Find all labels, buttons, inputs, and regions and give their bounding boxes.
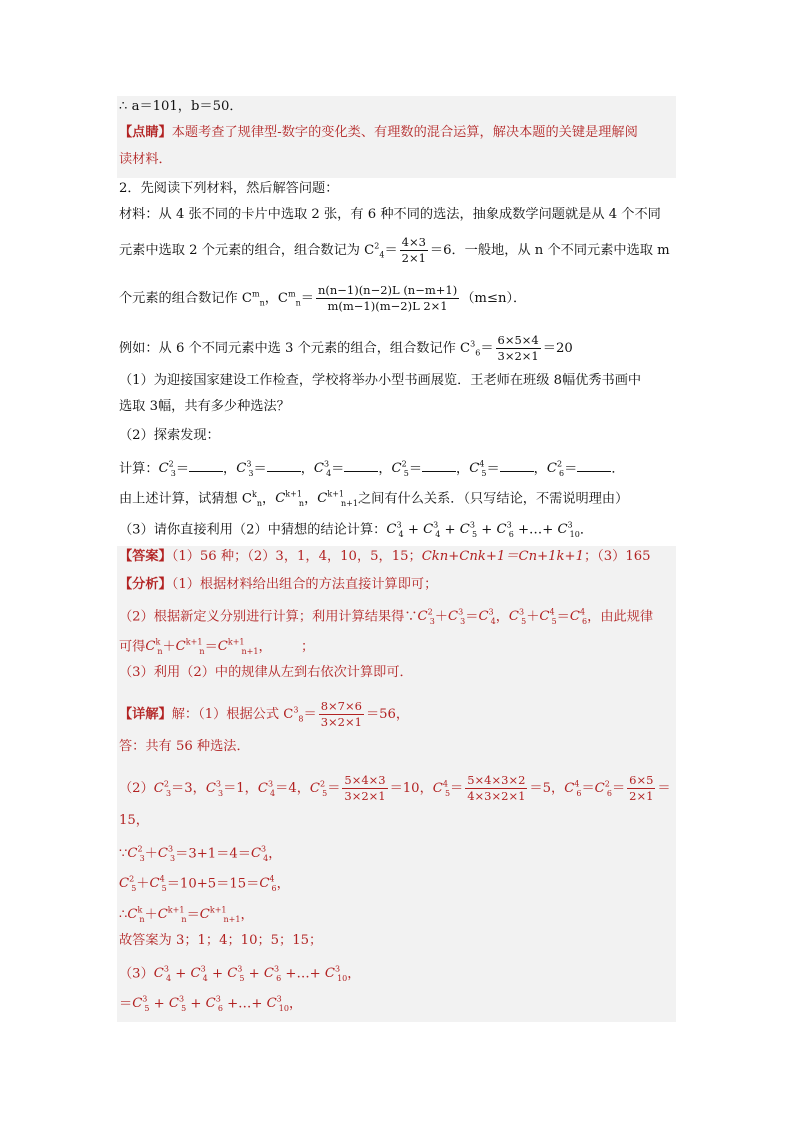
answer-blank <box>577 461 611 472</box>
text-line: 15， <box>119 813 149 828</box>
text-span: 之间有什么关系．（只写结论，不需说明理由） <box>357 491 629 507</box>
text-span: ； <box>300 639 315 655</box>
label-detail: 【详解】 <box>119 707 172 722</box>
detail-line: 【详解】解：（1）根据公式 $C^3_8=$ $\frac{8\times 7\times 6}{3\times 2\times 1}$ ＝56， <box>119 699 410 729</box>
text-span: ，由此规律 <box>587 609 654 625</box>
formula-line: 例如：从 6 个不同元素中选 3 个元素的组合，组合数记作 $C^3_6=$ $\frac{6\times 5\times 4}{3\times 2\times 1}$ ＝20 <box>119 333 573 363</box>
fraction: $\frac{8\times 7\times 6}{3\times 2\times 1}$ <box>320 699 362 729</box>
fraction: $\frac{5\times 4\times 3\times 2}{4\times 3\times 2\times 1}$ <box>467 773 526 803</box>
question-title: 2．先阅读下列材料，然后解答问题： <box>119 181 339 196</box>
text-span: 本题考查了规律型-数字的变化类、有理数的混合运算，解决本题的关键是理解阅 <box>171 125 638 140</box>
text-line: 由上述计算，试猜想 $C^k_n$，$C^{k+1}_n$，$C^{k+1}_{n+1}$之间有什么关系．（只写结论，不需说明理由） <box>119 490 629 509</box>
text-line: 答：共有 56 种选法． <box>119 739 250 754</box>
text-span: 解：（1）根据公式 C <box>171 707 294 722</box>
answer-blank <box>344 461 378 472</box>
fraction: $\frac{5\times 4\times 3}{3\times 2\times 1}$ <box>344 773 386 803</box>
text-line: （1）为迎接国家建设工作检查，学校将举办小型书画展览．王老师在班级 8幅优秀书画中 <box>119 373 642 388</box>
text-line: 故答案为 3；1；4；10；5；15； <box>119 933 323 948</box>
answer-line <box>119 548 676 566</box>
text-line: $\therefore C^k_n+C^{k+1}_n=C^{k+1}_{n+1}$， <box>119 906 254 925</box>
text-span: ，C <box>264 291 289 306</box>
text-span: （3）请你直接利用（2）中猜想的结论计算： <box>119 522 387 538</box>
text-span: ＝20 <box>542 341 573 356</box>
text-line: 可得$C^k_n+C^{k+1}_n=C^{k+1}_{n+1}$， ； <box>119 638 315 657</box>
analysis-line <box>119 576 676 594</box>
label-analysis: 【分析】 <box>119 577 172 592</box>
fraction: $\frac{4\times 3}{2\times 1}$ <box>401 235 426 265</box>
calc-line: 计算：$C^2_3=$ ，$C^3_3=$ ，$C^3_4=$ ，$C^2_5=$ ，$C^4_5=$ ，$C^2_6=$ ． <box>119 460 625 479</box>
text-line: ∴ a＝101，b＝50． <box>119 99 243 114</box>
text-line: $=C^3_5 + C^3_5 + C^3_6$ +…+ $C^3_{10}$， <box>119 995 303 1014</box>
text-line: 选取 3幅，共有多少种选法？ <box>119 399 290 414</box>
answer-blank <box>267 461 301 472</box>
formula-line: 元素中选取 2 个元素的组合，组合数记为 $C^2_4=$ $\frac{4\times 3}{2\times 1}$ ＝6．一般地，从 n 个不同元素中选取 m <box>119 235 670 265</box>
text-span: 可得 <box>119 639 146 655</box>
formula-line: 个元素的组合数记作 $C^m_n$，$C^m_n=$ $\frac{n(n-1)(n-2)L (n-m+1)}{m(m-1)(m-2)L 2\times 1}$ （m≤n）． <box>119 283 527 313</box>
text-span: 计算： <box>119 461 159 477</box>
formula-line: $(2)C^2_3=3$，$C^3_3=1$，$C^3_4=4$，$C^2_5=$ $\frac{5\times 4\times 3}{3\times 2\times 1}$ ＝10，$C^4_5=$ $\frac{5\times 4\times 3\times 2}{4\times 3\times 2\times 1}$ ＝5，$C^4_6=C^2_6=$ $\frac{6\times 5}{2\times 1}$ ＝ <box>119 773 671 803</box>
text-line: $C^2_5+C^4_5=10+5=15=C^4_6$， <box>119 875 290 894</box>
text-span: （1）根据材料给出组合的方法直接计算即可； <box>171 577 438 592</box>
text-line: 材料：从 4 张不同的卡片中选取 2 张，有 6 种不同的选法，抽象成数学问题就是从 4 个不同 <box>119 207 661 222</box>
text-span: 由上述计算，试猜想 C <box>119 491 252 507</box>
answer-blank <box>422 461 456 472</box>
text-span: （2） <box>119 781 154 796</box>
text-span: 个元素的组合数记作 C <box>119 291 252 306</box>
text-line: 读材料． <box>119 152 172 167</box>
fraction: $\frac{6\times 5}{2\times 1}$ <box>629 773 654 803</box>
text-line: （2）根据新定义分别进行计算；利用计算结果得$\because C^2_3+C^3_3=C^3_4$，$C^3_5+C^4_5=C^4_6$，由此规律 <box>119 608 654 627</box>
text-span: ＝6．一般地，从 n 个不同元素中选取 m <box>429 243 670 258</box>
text-span: 元素中选取 2 个元素的组合，组合数记为 C <box>119 243 375 258</box>
answer-blank <box>189 461 223 472</box>
fraction: $\frac{6\times 5\times 4}{3\times 2\times 1}$ <box>497 333 539 363</box>
answer-blank <box>500 461 534 472</box>
text-span: （m≤n）． <box>461 291 527 306</box>
text-span: 例如：从 6 个不同元素中选 3 个元素的组合，组合数记作 C <box>119 341 471 356</box>
text-span: ＝56， <box>365 707 410 722</box>
text-line: （3）请你直接利用（2）中猜想的结论计算：$C^3_4 + C^3_4 + C^3_5 + C^3_6$ +…+ $C^3_{10}$． <box>119 521 594 540</box>
fraction: $\frac{n(n-1)(n-2)L (n-m+1)}{m(m-1)(m-2)L 2\times 1}$ <box>317 283 458 313</box>
text-line: （3）利用（2）中的规律从左到右依次计算即可． <box>119 665 413 680</box>
label-answer: 【答案】 <box>119 549 172 564</box>
text-span: （1）56 种；（2）3，1，4，10，5，15； <box>171 549 422 564</box>
text-line: （2）探索发现： <box>119 428 220 443</box>
text-span: （2）根据新定义分别进行计算；利用计算结果得∵ <box>119 609 418 625</box>
dianjing-line <box>119 124 676 142</box>
text-span: ；（3）165 <box>583 549 651 564</box>
label-dianjing: 【点睛】 <box>119 125 172 140</box>
text-span: Ckn+Cnk+1＝Cn+1k+1 <box>421 549 584 564</box>
text-line: $\because C^2_3+C^3_3=3+1=4=C^3_4$， <box>119 845 282 864</box>
text-line: $(3)C^3_4 + C^3_4 + C^3_5 + C^3_6$ +…+ $C^3_{10}$， <box>119 965 361 984</box>
